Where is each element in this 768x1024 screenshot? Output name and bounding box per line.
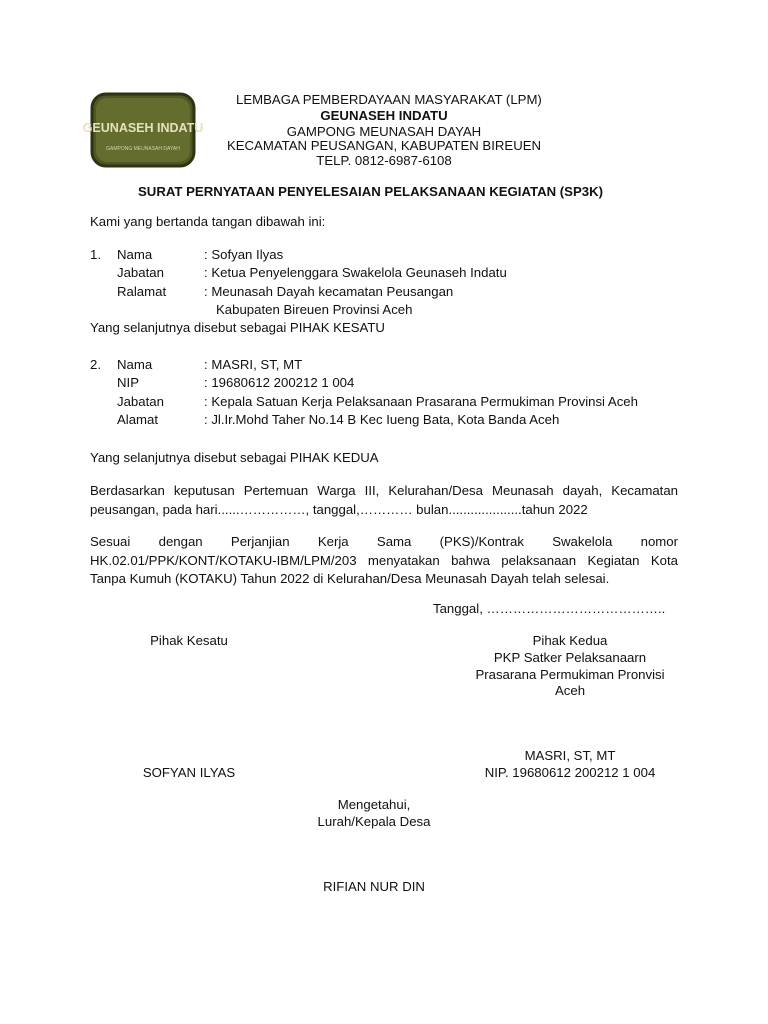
sign-right-role-4: Aceh	[554, 683, 586, 698]
letterhead-line-1: LEMBAGA PEMBERDAYAAN MASYARAKAT (LPM)	[236, 92, 542, 107]
party-2-designation: Yang selanjutnya disebut sebagai PIHAK KEDUA	[90, 450, 379, 465]
party-1-number: 1.	[90, 247, 101, 262]
party-1-address-label: Ralamat	[117, 284, 167, 299]
sign-left-name: SOFYAN ILYAS	[142, 765, 236, 780]
sign-right-role-3: Prasarana Permukiman Pronvisi	[475, 667, 665, 682]
logo-text: GEUNASEH INDATU	[82, 121, 204, 135]
letterhead-org-name: GEUNASEH INDATU	[320, 108, 448, 123]
party-1-address-value: : Meunasah Dayah kecamatan Peusangan	[204, 284, 454, 299]
sign-left-role: Pihak Kesatu	[150, 633, 228, 648]
sign-right-name: MASRI, ST, MT	[524, 748, 616, 763]
party-2-nip-label: NIP	[117, 375, 139, 390]
letterhead-village: GAMPONG MEUNASAH DAYAH	[286, 124, 482, 139]
party-2-nip-value: : 19680612 200212 1 004	[204, 375, 355, 390]
party-2-address-value: : Jl.Ir.Mohd Taher No.14 B Kec Iueng Bata, Kota Banda Aceh	[204, 412, 560, 427]
party-2-position-value: : Kepala Satuan Kerja Pelaksanaan Prasarana Permukiman Provinsi Aceh	[204, 394, 638, 409]
party-1-position-label: Jabatan	[117, 265, 164, 280]
sign-right-role-2: PKP Satker Pelaksanaarn	[493, 650, 647, 665]
party-1-designation: Yang selanjutnya disebut sebagai PIHAK KESATU	[90, 320, 385, 335]
sign-right-nip: NIP. 19680612 200212 1 004	[484, 765, 656, 780]
letterhead-district: KECAMATAN PEUSANGAN, KABUPATEN BIREUEN	[226, 138, 542, 153]
party-1-position-value: : Ketua Penyelenggara Swakelola Geunaseh Indatu	[204, 265, 507, 280]
party-2-name-value: : MASRI, ST, MT	[204, 357, 303, 372]
party-1-name-value: : Sofyan Ilyas	[204, 247, 284, 262]
letterhead-phone: TELP. 0812-6987-6108	[316, 153, 452, 168]
paragraph-decision: Berdasarkan keputusan Pertemuan Warga III, Kelurahan/Desa Meunasah dayah, Kecamatan peusangan, pada hari......……………, tanggal,………… bulan....................tahun 2022	[90, 483, 678, 517]
party-2-number: 2.	[90, 357, 101, 372]
sign-right-role-1: Pihak Kedua	[532, 633, 608, 648]
paragraph-agreement: Sesuai dengan Perjanjian Kerja Sama (PKS)/Kontrak Swakelola nomor HK.02.01/PPK/KONT/KOTAKU-IBM/LPM/203 menyatakan bahwa pelaksanaan Kegiatan Kota Tanpa Kumuh (KOTAKU) Tahun 2022 di Kelurahan/Desa Meunasah Dayah telah selesai.	[90, 534, 678, 586]
document-title: SURAT PERNYATAAN PENYELESAIAN PELAKSANAAN KEGIATAN (SP3K)	[138, 184, 604, 199]
date-line: Tanggal, …………………………………..	[433, 601, 666, 616]
logo-subtext: GAMPONG MEUNASAH DAYAH	[106, 146, 180, 152]
party-2-name-label: Nama	[117, 357, 153, 372]
intro-text: Kami yang bertanda tangan dibawah ini:	[90, 214, 326, 229]
acknowledge-name: RIFIAN NUR DIN	[323, 879, 425, 894]
party-2-position-label: Jabatan	[117, 394, 164, 409]
acknowledge-label: Mengetahui,	[337, 797, 411, 812]
acknowledge-role: Lurah/Kepala Desa	[317, 814, 431, 829]
party-1-address-value-cont: Kabupaten Bireuen Provinsi Aceh	[216, 302, 413, 317]
party-1-name-label: Nama	[117, 247, 153, 262]
party-2-address-label: Alamat	[117, 412, 159, 427]
